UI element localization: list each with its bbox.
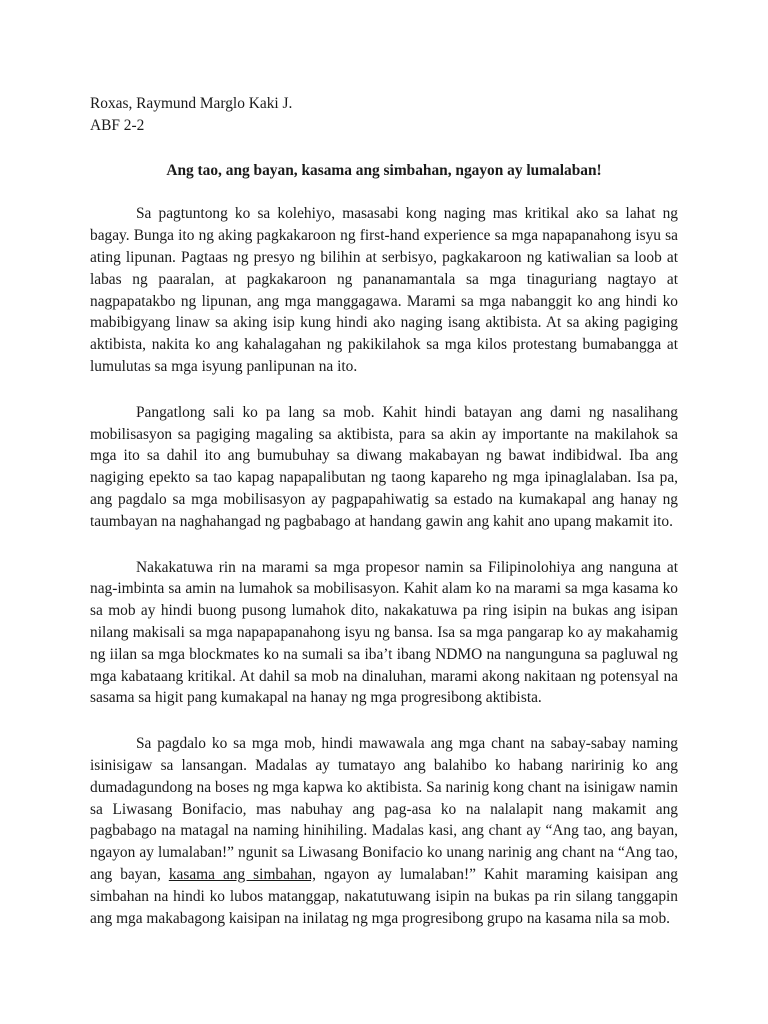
underlined-phrase: kasama ang simbahan, <box>168 865 317 883</box>
class-section: ABF 2-2 <box>90 116 145 134</box>
paragraph-4-text-start: Sa pagdalo ko sa mga mob, hindi mawawala ang mga chant na sabay-sabay naming isinisigaw sa lansangan. Madalas ay tumatayo ang balahibo ko habang naririnig ko ang dumadagundong na boses ng mga kapwa ko aktibista. Sa narinig kong chant na isinigaw namin sa Liwasang Bonifacio, mas nabuhay ang pag-asa ko na nalalapit nang makamit ang pagbabago na matagal na naming hinihiling. Madalas kasi, ang chant ay “Ang tao, ang bayan, ngayon ay lumalaban!” ngunit sa Liwasang Bonifacio ko unang narinig ang chant na “Ang tao, ang bayan, <box>90 735 678 883</box>
paragraph-4 <box>90 733 678 929</box>
essay-title: Ang tao, ang bayan, kasama ang simbahan, ngayon ay lumalaban! <box>166 161 602 179</box>
author-name: Roxas, Raymund Marglo Kaki J. <box>90 95 293 112</box>
paragraph-2: Pangatlong sali ko pa lang sa mob. Kahit hindi batayan ang dami ng nasalihang mobilisasyon sa pagiging magaling sa aktibista, para sa akin ay importante na makilahok sa mga ito sa dahil ito ang bumubuhay sa diwang makabayan ng bawat indibidwal. Iba ang nagiging epekto sa tao kapag napapalibutan ng taong kapareho ng mga ipinaglalaban. Isa pa, ang pagdalo sa mga mobilisasyon ay pagpapahiwatig sa estado na kumakapal ang hanay ng taumbayan na naghahangad ng pagbabago at handang gawin ang kahit ano upang makamit ito. <box>90 403 678 530</box>
paragraph-1: Sa pagtuntong ko sa kolehiyo, masasabi kong naging mas kritikal ako sa lahat ng bagay. Bunga ito ng aking pagkakaroon ng first-hand experience sa mga napapanahong isyu sa ating lipunan. Pagtaas ng presyo ng bilihin at serbisyo, pagkakaroon ng katiwalian sa loob at labas ng paaralan, at pagkakaroon ng pananamantala sa mga tinaguriang nagtayo at nagpapatakbo ng lipunan, ang mga manggagawa. Marami sa mga nabanggit ko ang hindi ko mabibigyang linaw sa aking isip kung hindi ako naging isang aktibista. At sa aking pagiging aktibista, nakita ko ang kahalagahan ng pakikilahok sa mga kilos protestang bumabangga at lumulutas sa mga isyung panlipunan na ito. <box>90 205 678 375</box>
paragraph-4-text-end: ngayon ay lumalaban!” Kahit maraming kaisipan ang simbahan na hindi ko lubos matanggap, nakatutuwang isipin na bukas pa rin silang tanggapin ang mga makabagong kaisipan na inilatag ng mga progresibong grupo na kasama nila sa mob. <box>90 865 678 927</box>
paragraph-3: Nakakatuwa rin na marami sa mga propesor namin sa Filipinolohiya ang nanguna at nag-imbinta sa amin na lumahok sa mobilisasyon. Kahit alam ko na marami sa mga kasama ko sa mob ay hindi buong pusong lumahok dito, nakakatuwa pa ring isipin na bukas ang isipan nilang makisali sa mga napapapanahong isyu ng bansa. Isa sa mga pangarap ko ay makahamig ng iilan sa mga blockmates ko na sumali sa iba’t ibang NDMO na nangunguna sa pagluwal ng mga kabataang kritikal. At dahil sa mob na dinaluhan, marami akong nakitaan ng potensyal na sasama sa higit pang kumakapal na hanay ng mga progresibong aktibista. <box>90 558 678 707</box>
